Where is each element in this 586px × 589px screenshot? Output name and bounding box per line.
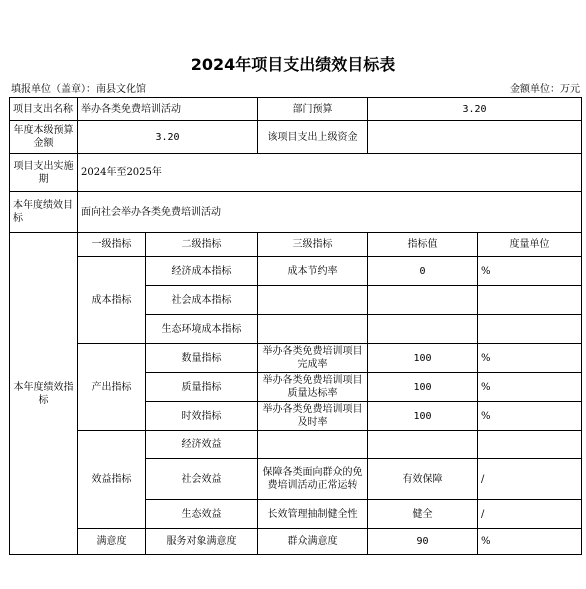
empty-cell xyxy=(258,431,368,459)
empty-cell xyxy=(368,315,478,344)
benefit-indicator-label: 效益指标 xyxy=(78,431,146,529)
empty-cell xyxy=(258,315,368,344)
table-row xyxy=(10,257,582,286)
empty-cell xyxy=(368,431,478,459)
output-timeliness-value: 100 xyxy=(368,402,478,431)
benefit-economic-l2: 经济效益 xyxy=(146,431,258,459)
header-level2: 二级指标 xyxy=(146,233,258,257)
project-name-value: 举办各类免费培训活动 xyxy=(78,98,258,121)
output-timeliness-l3: 举办各类免费培训项目及时率 xyxy=(258,402,368,431)
table-row xyxy=(10,233,582,257)
benefit-social-value: 有效保障 xyxy=(368,459,478,500)
empty-cell xyxy=(368,286,478,315)
dept-budget-label: 部门预算 xyxy=(258,98,368,121)
table-row xyxy=(10,98,582,121)
annual-budget-value: 3.20 xyxy=(78,121,258,154)
benefit-ecological-unit: / xyxy=(478,500,582,529)
output-quantity-l2: 数量指标 xyxy=(146,344,258,373)
filling-unit: 填报单位（盖章）：南县文化馆 xyxy=(11,84,146,95)
header-value: 指标值 xyxy=(368,233,478,257)
project-name-label: 项目支出名称 xyxy=(10,98,78,121)
cost-eco-l2: 生态环境成本指标 xyxy=(146,315,258,344)
header-level3: 三级指标 xyxy=(258,233,368,257)
output-quality-value: 100 xyxy=(368,373,478,402)
cost-economic-unit: % xyxy=(478,257,582,286)
cost-social-l2: 社会成本指标 xyxy=(146,286,258,315)
dept-budget-value: 3.20 xyxy=(368,98,582,121)
empty-cell xyxy=(478,286,582,315)
page-title: 2024年项目支出绩效目标表 xyxy=(190,55,396,74)
period-value: 2024年至2025年 xyxy=(78,154,582,192)
benefit-social-unit: / xyxy=(478,459,582,500)
satisfaction-l3: 群众满意度 xyxy=(258,529,368,555)
satisfaction-label: 满意度 xyxy=(78,529,146,555)
table-row xyxy=(10,192,582,233)
output-quality-l2: 质量指标 xyxy=(146,373,258,402)
annual-goal-label: 本年度绩效目标 xyxy=(10,192,78,233)
superior-funds-label: 该项目支出上级资金 xyxy=(258,121,368,154)
table-row xyxy=(10,529,582,555)
empty-cell xyxy=(478,431,582,459)
output-quality-l3: 举办各类免费培训项目质量达标率 xyxy=(258,373,368,402)
table-row xyxy=(10,431,582,459)
annual-goal-value: 面向社会举办各类免费培训活动 xyxy=(78,192,582,233)
performance-goal-table xyxy=(9,97,582,555)
cost-economic-l2: 经济成本指标 xyxy=(146,257,258,286)
header-unit: 度量单位 xyxy=(478,233,582,257)
header-level1: 一级指标 xyxy=(78,233,146,257)
output-quantity-unit: % xyxy=(478,344,582,373)
output-timeliness-unit: % xyxy=(478,402,582,431)
indicators-label: 本年度绩效指标 xyxy=(10,233,78,555)
cost-economic-l3: 成本节约率 xyxy=(258,257,368,286)
satisfaction-value: 90 xyxy=(368,529,478,555)
satisfaction-unit: % xyxy=(478,529,582,555)
table-row xyxy=(10,344,582,373)
period-label: 项目支出实施期 xyxy=(10,154,78,192)
output-timeliness-l2: 时效指标 xyxy=(146,402,258,431)
cost-economic-value: 0 xyxy=(368,257,478,286)
output-quality-unit: % xyxy=(478,373,582,402)
cost-indicator-label: 成本指标 xyxy=(78,257,146,344)
output-quantity-value: 100 xyxy=(368,344,478,373)
benefit-social-l3: 保障各类面向群众的免费培训活动正常运转 xyxy=(258,459,368,500)
table-row xyxy=(10,154,582,192)
annual-budget-label: 年度本级预算金额 xyxy=(10,121,78,154)
benefit-social-l2: 社会效益 xyxy=(146,459,258,500)
output-indicator-label: 产出指标 xyxy=(78,344,146,431)
benefit-ecological-l3: 长效管理抽制健全性 xyxy=(258,500,368,529)
benefit-ecological-value: 健全 xyxy=(368,500,478,529)
superior-funds-value xyxy=(368,121,582,154)
satisfaction-l2: 服务对象满意度 xyxy=(146,529,258,555)
empty-cell xyxy=(258,286,368,315)
empty-cell xyxy=(478,315,582,344)
output-quantity-l3: 举办各类免费培训项目完成率 xyxy=(258,344,368,373)
amount-unit: 金额单位：万元 xyxy=(510,84,580,95)
table-row xyxy=(10,121,582,154)
benefit-ecological-l2: 生态效益 xyxy=(146,500,258,529)
